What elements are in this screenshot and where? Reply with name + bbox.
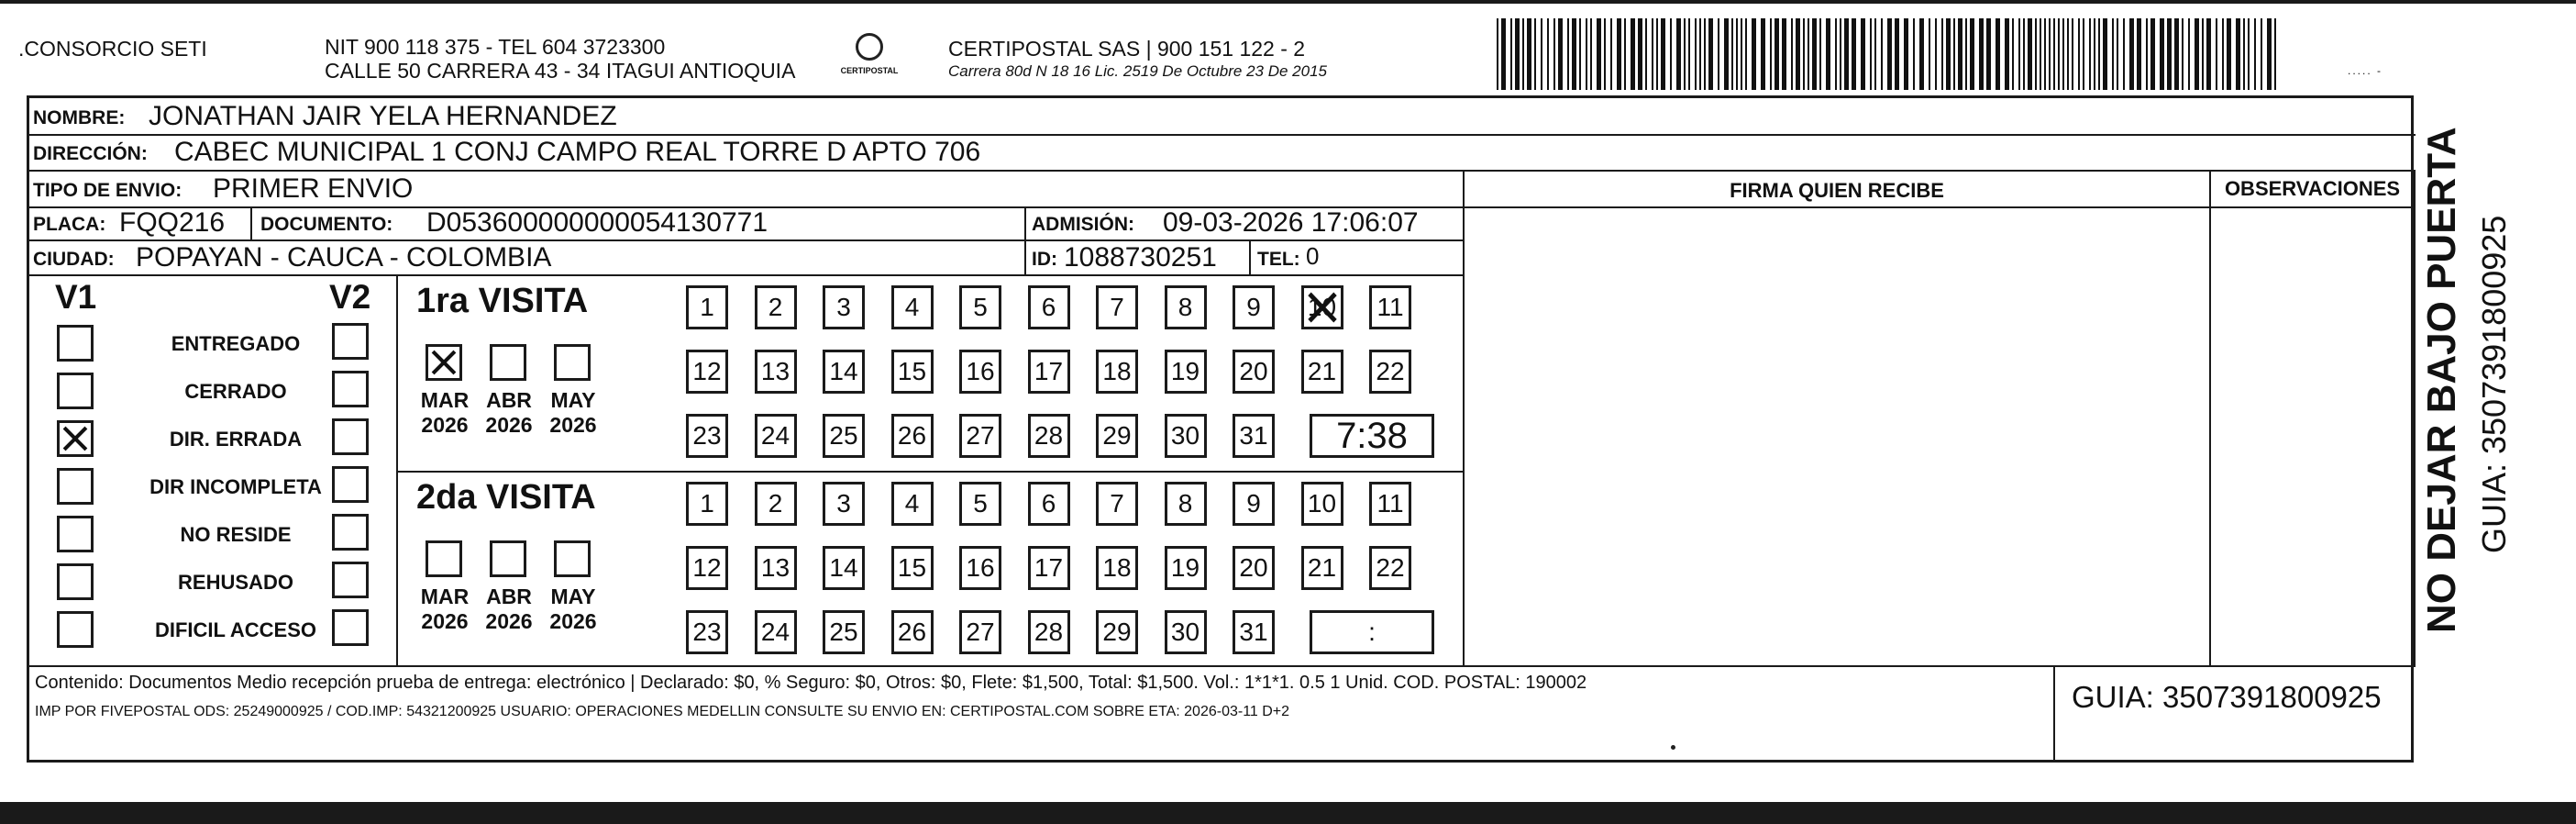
direccion-value: CABEC MUNICIPAL 1 CONJ CAMPO REAL TORRE D APTO 706	[174, 137, 981, 167]
carrier-line: CERTIPOSTAL SAS | 900 151 122 - 2	[948, 37, 1306, 61]
placa-value: FQQ216	[119, 207, 226, 238]
ciudad-value: POPAYAN - CAUCA - COLOMBIA	[136, 242, 552, 273]
v2-checkbox-rehusado[interactable]	[332, 562, 369, 598]
visit-title-1: 1ra VISITA	[416, 282, 589, 320]
day-box-5[interactable]: 5	[959, 482, 1001, 526]
status-label: DIR. ERRADA	[169, 428, 303, 451]
day-box-1[interactable]: 1	[686, 482, 728, 526]
day-box-13[interactable]: 13	[755, 350, 797, 394]
v1-checkbox-dir-errada[interactable]	[57, 420, 94, 457]
month-checkbox-may[interactable]	[554, 344, 591, 381]
footer-imp: IMP POR FIVEPOSTAL ODS: 25249000925 / COD.IMP: 54321200925 USUARIO: OPERACIONES MEDELLIN CONSULTE SU ENVIO EN: CERTIPOSTAL.COM SOBRE ETA: 2026-03-11 D+2	[35, 704, 1290, 719]
day-box-27[interactable]: 27	[959, 610, 1001, 654]
month-label: ABR 2026	[485, 388, 533, 437]
day-box-25[interactable]: 25	[823, 610, 865, 654]
day-box-3[interactable]: 3	[823, 482, 865, 526]
day-box-15[interactable]: 15	[891, 546, 934, 590]
day-box-8[interactable]: 8	[1165, 285, 1207, 329]
v2-checkbox-dir-errada[interactable]	[332, 418, 369, 455]
day-box-16[interactable]: 16	[959, 546, 1001, 590]
month-checkbox-may[interactable]	[554, 540, 591, 577]
day-box-22[interactable]: 22	[1369, 350, 1411, 394]
day-box-7[interactable]: 7	[1096, 482, 1138, 526]
day-box-25[interactable]: 25	[823, 414, 865, 458]
v2-checkbox-entregado[interactable]	[332, 323, 369, 360]
day-box-13[interactable]: 13	[755, 546, 797, 590]
certipostal-logo: CERTIPOSTAL	[833, 31, 906, 86]
day-box-14[interactable]: 14	[823, 350, 865, 394]
day-box-8[interactable]: 8	[1165, 482, 1207, 526]
tipo-envio-label: TIPO DE ENVIO:	[33, 180, 182, 201]
day-box-10[interactable]: 10	[1301, 482, 1343, 526]
corner-mark: ..... -	[2348, 64, 2383, 77]
address-line: CALLE 50 CARRERA 43 - 34 ITAGUI ANTIOQUIA	[325, 59, 796, 83]
day-box-24[interactable]: 24	[755, 414, 797, 458]
license-line: Carrera 80d N 18 16 Lic. 2519 De Octubre 23 De 2015	[948, 62, 1327, 80]
day-box-28[interactable]: 28	[1028, 610, 1070, 654]
month-checkbox-mar[interactable]	[426, 540, 462, 577]
day-box-2[interactable]: 2	[755, 285, 797, 329]
v1-header: V1	[55, 278, 97, 316]
status-label: DIFICIL ACCESO	[154, 618, 316, 641]
day-box-27[interactable]: 27	[959, 414, 1001, 458]
month-label: MAY 2026	[549, 585, 597, 633]
bottom-border	[0, 802, 2576, 824]
day-box-12[interactable]: 12	[686, 350, 728, 394]
side-guia: GUIA: 3507391800925	[2475, 215, 2513, 553]
month-label: MAY 2026	[549, 388, 597, 437]
day-box-26[interactable]: 26	[891, 414, 934, 458]
day-box-11[interactable]: 11	[1369, 285, 1411, 329]
nombre-label: NOMBRE:	[33, 107, 126, 128]
v1-checkbox-no-reside[interactable]	[57, 516, 94, 552]
day-box-24[interactable]: 24	[755, 610, 797, 654]
day-box-1[interactable]: 1	[686, 285, 728, 329]
day-box-29[interactable]: 29	[1096, 610, 1138, 654]
time-box-1[interactable]: 7:38	[1310, 414, 1434, 458]
day-box-9[interactable]: 9	[1233, 482, 1275, 526]
status-label: NO RESIDE	[180, 523, 292, 546]
day-box-5[interactable]: 5	[959, 285, 1001, 329]
placa-label: PLACA:	[33, 214, 106, 235]
top-border	[0, 0, 2576, 4]
day-box-17[interactable]: 17	[1028, 546, 1070, 590]
day-box-29[interactable]: 29	[1096, 414, 1138, 458]
v1-checkbox-dir-incompleta[interactable]	[57, 468, 94, 505]
day-box-30[interactable]: 30	[1165, 610, 1207, 654]
company-name: .CONSORCIO SETI	[18, 37, 207, 61]
direccion-label: DIRECCIÓN:	[33, 143, 148, 164]
day-box-28[interactable]: 28	[1028, 414, 1070, 458]
v1-checkbox-rehusado[interactable]	[57, 563, 94, 600]
footer-guia: GUIA: 3507391800925	[2072, 680, 2382, 714]
footer-content: Contenido: Documentos Medio recepción prueba de entrega: electrónico | Declarado: $0, % Seguro: $0, Otros: $0, Flete: $1,500, Total: $1,500. Vol.: 1*1*1. 0.5 1 Unid. COD. POSTAL: 190002	[35, 673, 1587, 693]
month-checkbox-abr[interactable]	[490, 540, 526, 577]
id-label: ID:	[1032, 249, 1057, 270]
day-box-23[interactable]: 23	[686, 414, 728, 458]
v2-checkbox-cerrado[interactable]	[332, 371, 369, 407]
time-box-2[interactable]: :	[1310, 610, 1434, 654]
v2-checkbox-dir-incompleta[interactable]	[332, 466, 369, 503]
v2-checkbox-dificil-acceso[interactable]	[332, 609, 369, 646]
v1-checkbox-cerrado[interactable]	[57, 373, 94, 409]
nit-line: NIT 900 118 375 - TEL 604 3723300	[325, 35, 666, 59]
observations-area[interactable]	[2211, 208, 2412, 663]
day-box-26[interactable]: 26	[891, 610, 934, 654]
observaciones-header: OBSERVACIONES	[2224, 177, 2401, 200]
day-box-11[interactable]: 11	[1369, 482, 1411, 526]
status-label: ENTREGADO	[171, 332, 301, 355]
day-box-21[interactable]: 21	[1301, 350, 1343, 394]
day-box-20[interactable]: 20	[1233, 546, 1275, 590]
status-label: CERRADO	[184, 380, 287, 403]
v2-checkbox-no-reside[interactable]	[332, 514, 369, 551]
day-box-20[interactable]: 20	[1233, 350, 1275, 394]
speck	[1671, 745, 1675, 750]
tel-value: 0	[1306, 242, 1320, 270]
tipo-envio-value: PRIMER ENVIO	[213, 173, 414, 204]
id-value: 1088730251	[1064, 242, 1217, 273]
day-box-30[interactable]: 30	[1165, 414, 1207, 458]
day-box-4[interactable]: 4	[891, 285, 934, 329]
barcode-icon	[1497, 18, 2281, 90]
v1-checkbox-entregado[interactable]	[57, 325, 94, 362]
signature-area[interactable]	[1465, 208, 2207, 663]
day-box-18[interactable]: 18	[1096, 546, 1138, 590]
month-label: MAR 2026	[420, 388, 470, 437]
nombre-value: JONATHAN JAIR YELA HERNANDEZ	[149, 101, 617, 131]
day-box-4[interactable]: 4	[891, 482, 934, 526]
day-box-12[interactable]: 12	[686, 546, 728, 590]
day-box-10[interactable]: 10	[1301, 285, 1343, 329]
day-box-22[interactable]: 22	[1369, 546, 1411, 590]
day-box-31[interactable]: 31	[1233, 414, 1275, 458]
day-box-9[interactable]: 9	[1233, 285, 1275, 329]
month-checkbox-mar[interactable]	[426, 344, 462, 381]
status-label: REHUSADO	[178, 571, 293, 594]
day-box-18[interactable]: 18	[1096, 350, 1138, 394]
admision-label: ADMISIÓN:	[1032, 214, 1134, 235]
day-box-31[interactable]: 31	[1233, 610, 1275, 654]
day-box-6[interactable]: 6	[1028, 285, 1070, 329]
day-box-23[interactable]: 23	[686, 610, 728, 654]
shipping-form	[27, 95, 2414, 763]
v1-checkbox-dificil-acceso[interactable]	[57, 611, 94, 648]
day-box-7[interactable]: 7	[1096, 285, 1138, 329]
visit-title-2: 2da VISITA	[416, 478, 596, 517]
month-label: ABR 2026	[485, 585, 533, 633]
admision-value: 09-03-2026 17:06:07	[1163, 207, 1419, 238]
month-checkbox-abr[interactable]	[490, 344, 526, 381]
day-box-19[interactable]: 19	[1165, 546, 1207, 590]
day-box-14[interactable]: 14	[823, 546, 865, 590]
day-box-17[interactable]: 17	[1028, 350, 1070, 394]
day-box-15[interactable]: 15	[891, 350, 934, 394]
day-box-19[interactable]: 19	[1165, 350, 1207, 394]
day-box-3[interactable]: 3	[823, 285, 865, 329]
day-box-6[interactable]: 6	[1028, 482, 1070, 526]
v2-header: V2	[329, 278, 371, 316]
ciudad-label: CIUDAD:	[33, 249, 115, 270]
documento-label: DOCUMENTO:	[260, 214, 393, 235]
day-box-21[interactable]: 21	[1301, 546, 1343, 590]
side-warning: NO DEJAR BAJO PUERTA	[2419, 127, 2464, 633]
day-box-16[interactable]: 16	[959, 350, 1001, 394]
firma-header: FIRMA QUIEN RECIBE	[1730, 179, 1944, 202]
month-label: MAR 2026	[420, 585, 470, 633]
tel-label: TEL:	[1257, 249, 1300, 270]
day-box-2[interactable]: 2	[755, 482, 797, 526]
documento-value: D053600000000054130771	[426, 207, 768, 238]
status-label: DIR INCOMPLETA	[149, 475, 322, 498]
